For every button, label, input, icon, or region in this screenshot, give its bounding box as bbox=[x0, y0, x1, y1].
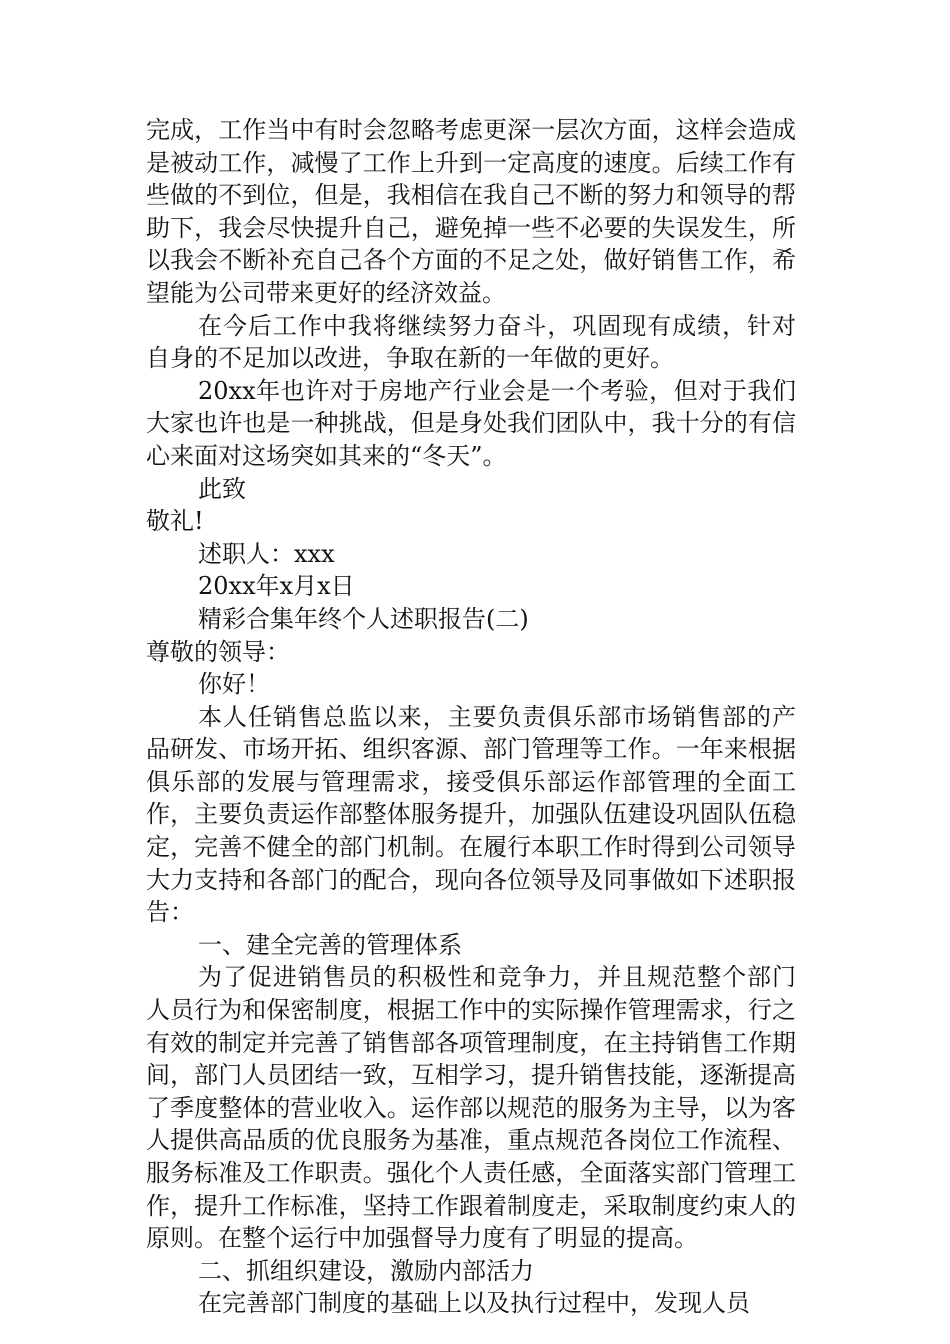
body-paragraph: 本人任销售总监以来，主要负责俱乐部市场销售部的产品研发、市场开拓、组织客源、部门管理等工作。一年来根据俱乐部的发展与管理需求，接受俱乐部运作部管理的全面工作，主要负责运作部整体服务提升，加强队伍建设巩固队伍稳定，完善不健全的部门机制。在履行本职工作时得到公司领导大力支持和各部门的配合，现向各位领导及同事做如下述职报告： bbox=[146, 702, 796, 927]
document-page bbox=[146, 114, 796, 1320]
closing-salutation: 此致 bbox=[198, 474, 246, 503]
section-title: 精彩合集年终个人述职报告(二) bbox=[198, 604, 529, 633]
section-heading: 二、抓组织建设，激励内部活力 bbox=[198, 1256, 534, 1285]
body-paragraph: 为了促进销售员的积极性和竞争力，并且规范整个部门人员行为和保密制度，根据工作中的实际操作管理需求，行之有效的制定并完善了销售部各项管理制度，在主持销售工作期间，部门人员团结一致，互相学习，提升销售技能，逐渐提高了季度整体的营业收入。运作部以规范的服务为主导，以为客人提供高品质的优良服务为基准，重点规范各岗位工作流程、服务标准及工作职责。强化个人责任感，全面落实部门管理工作，提升工作标准，坚持工作跟着制度走，采取制度约束人的原则。在整个运行中加强督导力度有了明显的提高。 bbox=[146, 963, 796, 1253]
body-paragraph: 在今后工作中我将继续努力奋斗，巩固现有成绩，针对自身的不足加以改进，争取在新的一年做的更好。 bbox=[146, 311, 796, 373]
section-heading: 一、建全完善的管理体系 bbox=[198, 930, 462, 959]
letter-greeting: 尊敬的领导： bbox=[146, 637, 290, 666]
body-paragraph: 在完善部门制度的基础上以及执行过程中，发现人员 bbox=[198, 1289, 750, 1318]
closing-regards: 敬礼! bbox=[146, 507, 204, 536]
body-paragraph: 20xx年也许对于房地产行业会是一个考验，但对于我们大家也许也是一种挑战，但是身处我们团队中，我十分的有信心来面对这场突如其来的“冬天”。 bbox=[146, 376, 796, 470]
body-paragraph: 完成，工作当中有时会忽略考虑更深一层次方面，这样会造成是被动工作，减慢了工作上升到一定高度的速度。后续工作有些做的不到位，但是，我相信在我自己不断的努力和领导的帮助下，我会尽快提升自己，避免掉一些不必要的失误发生，所以我会不断补充自己各个方面的不足之处，做好销售工作，希望能为公司带来更好的经济效益。 bbox=[146, 116, 796, 307]
signature-name: 述职人：xxx bbox=[198, 539, 335, 568]
letter-hello: 你好！ bbox=[198, 670, 270, 699]
signature-date: 20xx年x月x日 bbox=[198, 572, 355, 601]
